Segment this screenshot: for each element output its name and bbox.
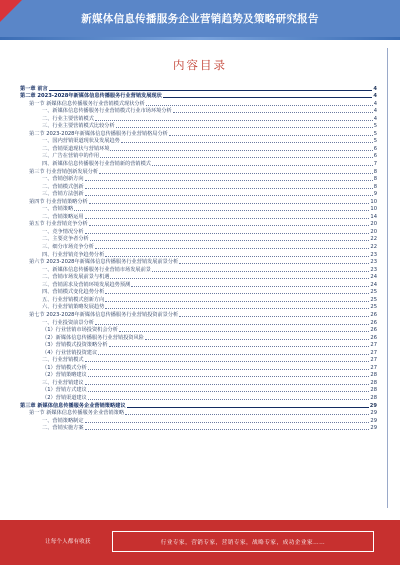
toc-entry[interactable] <box>20 341 377 349</box>
toc-entry[interactable] <box>20 129 377 137</box>
toc-entry-page: 5 <box>373 138 377 145</box>
toc-entry-label: 三、营销方法创新 <box>42 191 84 198</box>
toc-leader-dots <box>127 407 369 408</box>
toc-leader-dots <box>98 354 369 355</box>
toc-entry-page: 28 <box>370 379 377 386</box>
toc-entry-page: 29 <box>370 425 377 432</box>
toc-entry[interactable] <box>20 144 377 152</box>
toc-entry-page: 27 <box>370 342 377 349</box>
toc-entry-label: 三、行业营销建议 <box>42 379 84 386</box>
toc-leader-dots <box>89 203 370 204</box>
report-title: 新媒体信息传播服务企业营销趋势及策略研究报告 <box>81 13 319 25</box>
toc-entry[interactable] <box>20 250 377 258</box>
toc-entry-page: 5 <box>373 123 377 130</box>
toc-leader-dots <box>100 157 373 158</box>
toc-entry-label: 第三节 行业营销创新发展分析 <box>29 168 99 175</box>
toc-entry-label: 一、新媒体信息传播服务行业营销市场发展前景 <box>42 266 151 273</box>
toc-entry[interactable] <box>20 220 377 228</box>
toc-leader-dots <box>88 399 370 400</box>
toc-leader-dots <box>121 142 373 143</box>
toc-entry-label: 一、营销策略 <box>42 206 74 213</box>
toc-entry[interactable] <box>20 333 377 341</box>
toc-entry-page: 4 <box>373 115 377 122</box>
toc-leader-dots <box>85 384 370 385</box>
toc-entry-page: 28 <box>370 372 377 379</box>
toc-entry-label: 第一节 新媒体信息传播服务企业营销策略 <box>29 410 125 417</box>
table-of-contents <box>20 84 377 431</box>
toc-entry[interactable] <box>20 363 377 371</box>
toc-entry-page: 5 <box>373 130 377 137</box>
toc-entry-page: 23 <box>370 259 377 266</box>
toc-entry[interactable] <box>20 378 377 386</box>
toc-entry-page: 28 <box>370 387 377 394</box>
toc-entry-page: 6 <box>373 145 377 152</box>
toc-leader-dots <box>88 391 370 392</box>
toc-entry[interactable] <box>20 416 377 424</box>
toc-leader-dots <box>95 248 370 249</box>
toc-entry-label: 三、广告在营销中的作用 <box>42 153 100 160</box>
toc-entry-label: （4）行业营销投资建议 <box>42 349 98 356</box>
toc-entry-label: 三、营销需求及营销环境发展趋势预测 <box>42 281 131 288</box>
toc-leader-dots <box>49 90 373 91</box>
toc-entry[interactable] <box>20 326 377 334</box>
toc-entry-label: 五、行业营销模式创新方向 <box>42 296 105 303</box>
toc-leader-dots <box>109 346 370 347</box>
toc-entry-page: 25 <box>370 296 377 303</box>
toc-entry-page: 8 <box>373 176 377 183</box>
toc-leader-dots <box>105 256 369 257</box>
toc-leader-dots <box>152 271 369 272</box>
toc-entry-label: 第三章 新媒体信息传播服务企业营销策略建议 <box>20 402 126 409</box>
toc-entry[interactable] <box>20 152 377 160</box>
toc-entry-page: 14 <box>370 213 377 220</box>
toc-entry-label: 四、营销模式变化趋势分析 <box>42 289 105 296</box>
toc-entry-page: 26 <box>370 319 377 326</box>
footer-banner <box>0 520 400 565</box>
toc-entry-page: 26 <box>370 334 377 341</box>
toc-entry-label: 一、行业投资前景分析 <box>42 319 94 326</box>
toc-entry[interactable] <box>20 265 377 273</box>
toc-entry[interactable] <box>20 205 377 213</box>
toc-entry-label: 二、行业营销模式 <box>42 357 84 364</box>
toc-leader-dots <box>85 429 370 430</box>
toc-entry[interactable] <box>20 258 377 266</box>
toc-entry-label: 一、国内营销渠道现状及发展趋势 <box>42 138 120 145</box>
toc-leader-dots <box>131 286 369 287</box>
footer-tagline: 让每个人都有收获 <box>45 539 91 545</box>
toc-entry-page: 26 <box>370 311 377 318</box>
toc-entry[interactable] <box>20 99 377 107</box>
toc-entry-label: 二、行业主要营销模式 <box>42 115 94 122</box>
toc-entry-page: 4 <box>373 100 377 107</box>
footer-slogan: 行业专家，营销专家，营销专家，战略专家，成功企业家…… <box>160 540 326 546</box>
toc-leader-dots <box>146 105 373 106</box>
toc-entry[interactable] <box>20 182 377 190</box>
toc-entry[interactable] <box>20 371 377 379</box>
toc-entry[interactable] <box>20 137 377 145</box>
toc-entry-page: 27 <box>370 357 377 364</box>
toc-entry-label: 一、竞争情况分析 <box>42 228 84 235</box>
toc-entry[interactable] <box>20 295 377 303</box>
toc-entry[interactable] <box>20 273 377 281</box>
toc-entry-page: 29 <box>370 417 377 424</box>
toc-entry-page: 29 <box>369 402 377 409</box>
toc-leader-dots <box>105 293 369 294</box>
toc-leader-dots <box>88 369 370 370</box>
toc-entry-page: 10 <box>370 198 377 205</box>
toc-entry[interactable] <box>20 84 377 92</box>
toc-entry-page: 4 <box>373 93 377 100</box>
toc-entry-label: （1）营销模式分析 <box>42 364 87 371</box>
toc-entry[interactable] <box>20 235 377 243</box>
toc-entry-label: 一、营销创新方向 <box>42 176 84 183</box>
toc-entry-page: 4 <box>373 85 377 92</box>
toc-entry-page: 27 <box>370 349 377 356</box>
toc-entry-label: 三、行业主要营销模式比较分析 <box>42 123 115 130</box>
toc-entry[interactable] <box>20 242 377 250</box>
toc-leader-dots <box>105 301 369 302</box>
toc-entry-label: 第二节 2023-2028年新媒体信息传播服务行业营销格局分析 <box>29 130 168 137</box>
toc-entry[interactable] <box>20 175 377 183</box>
toc-leader-dots <box>110 150 372 151</box>
toc-entry-label: 第五节 行业营销竞争分析 <box>29 221 88 228</box>
toc-leader-dots <box>179 316 369 317</box>
toc-entry[interactable] <box>20 197 377 205</box>
toc-entry-label: 二、营销实施方案 <box>42 425 84 432</box>
toc-leader-dots <box>85 188 373 189</box>
toc-entry-page: 29 <box>370 410 377 417</box>
toc-leader-dots <box>163 97 373 98</box>
toc-entry-label: （2）新媒体信息传播服务行业营销投资风险 <box>42 334 144 341</box>
toc-leader-dots <box>85 218 370 219</box>
toc-leader-dots <box>85 233 370 234</box>
toc-entry-label: 四、新媒体信息传播服务行业营销新的营销模式 <box>42 161 151 168</box>
toc-entry-label: 二、营销模式创新 <box>42 183 84 190</box>
toc-entry-page: 8 <box>373 183 377 190</box>
header-banner <box>0 0 400 37</box>
toc-entry-label: 第一节 新媒体信息传播服务行业营销模式现状分析 <box>29 100 145 107</box>
toc-entry[interactable] <box>20 107 377 115</box>
toc-entry-page: 10 <box>370 206 377 213</box>
toc-entry-page: 24 <box>370 274 377 281</box>
toc-entry[interactable] <box>20 318 377 326</box>
toc-entry[interactable] <box>20 122 377 130</box>
toc-leader-dots <box>85 422 370 423</box>
toc-entry-label: 二、营销渠道现状与营销环境 <box>42 145 110 152</box>
toc-entry[interactable] <box>20 167 377 175</box>
toc-leader-dots <box>173 112 373 113</box>
corner-ribbon <box>0 0 22 22</box>
toc-entry-label: 二、营销策略运用 <box>42 213 84 220</box>
toc-leader-dots <box>85 195 373 196</box>
toc-entry-page: 8 <box>373 168 377 175</box>
toc-leader-dots <box>90 240 370 241</box>
toc-entry-label: （2）营销策略建议 <box>42 372 87 379</box>
toc-entry-page: 24 <box>370 281 377 288</box>
toc-entry-page: 22 <box>370 244 377 251</box>
toc-leader-dots <box>85 180 373 181</box>
toc-entry[interactable] <box>20 280 377 288</box>
toc-entry-label: 四、行业营销竞争趋势分析 <box>42 251 105 258</box>
toc-entry-label: 一、营销策略制定 <box>42 417 84 424</box>
toc-entry[interactable] <box>20 348 377 356</box>
toc-entry-page: 23 <box>370 251 377 258</box>
toc-entry-label: 二、营销市场发展前景与机遇 <box>42 274 110 281</box>
toc-leader-dots <box>95 324 370 325</box>
toc-entry-label: 第一章 前言 <box>20 85 48 92</box>
toc-entry[interactable] <box>20 159 377 167</box>
toc-entry[interactable] <box>20 288 377 296</box>
toc-leader-dots <box>169 135 373 136</box>
toc-leader-dots <box>145 339 370 340</box>
toc-leader-dots <box>116 127 373 128</box>
toc-entry-label: 第七节 2023-2028年新媒体信息传播服务行业营销投资前景分析 <box>29 311 179 318</box>
toc-entry-page: 26 <box>370 327 377 334</box>
toc-entry-label: （1）营销方式建议 <box>42 387 87 394</box>
toc-entry[interactable] <box>20 310 377 318</box>
toc-entry-label: 第四节 行业营销策略分析 <box>29 198 88 205</box>
toc-leader-dots <box>74 210 369 211</box>
toc-entry-label: （2）营销渠道建议 <box>42 394 87 401</box>
toc-entry[interactable] <box>20 386 377 394</box>
toc-entry[interactable] <box>20 190 377 198</box>
toc-entry-page: 27 <box>370 364 377 371</box>
toc-entry[interactable] <box>20 114 377 122</box>
toc-leader-dots <box>179 263 369 264</box>
toc-entry[interactable] <box>20 393 377 401</box>
toc-leader-dots <box>110 278 369 279</box>
header-stripe <box>0 37 400 40</box>
toc-entry[interactable] <box>20 303 377 311</box>
toc-entry-label: 第六节 2023-2028年新媒体信息传播服务行业营销发展前景分析 <box>29 259 179 266</box>
page-side-rule <box>387 48 388 508</box>
toc-entry[interactable] <box>20 212 377 220</box>
toc-entry-page: 22 <box>370 236 377 243</box>
footer-slogan-box <box>112 531 374 552</box>
toc-entry-label: 第二章 2023-2028年新媒体信息传播服务行业营销发展现状 <box>20 93 162 100</box>
toc-entry-label: 三、细分市场竞争分析 <box>42 244 94 251</box>
toc-entry[interactable] <box>20 409 377 417</box>
toc-leader-dots <box>95 120 373 121</box>
toc-entry[interactable] <box>20 401 377 409</box>
toc-leader-dots <box>99 173 373 174</box>
toc-entry[interactable] <box>20 92 377 100</box>
toc-entry-page: 9 <box>373 191 377 198</box>
toc-entry-page: 25 <box>370 289 377 296</box>
toc-entry-label: 六、行业营销策略发展趋势 <box>42 304 105 311</box>
toc-entry-label: 二、主要竞争者分析 <box>42 236 89 243</box>
toc-entry-page: 20 <box>370 228 377 235</box>
toc-heading: 内容目录 <box>173 58 227 72</box>
toc-leader-dots <box>88 376 370 377</box>
toc-entry-label: （1）行业营销市场投资机会分析 <box>42 327 118 334</box>
toc-entry-page: 25 <box>370 304 377 311</box>
toc-entry-page: 4 <box>373 108 377 115</box>
toc-leader-dots <box>119 331 369 332</box>
toc-entry[interactable] <box>20 356 377 364</box>
toc-leader-dots <box>152 165 373 166</box>
toc-entry-page: 7 <box>373 161 377 168</box>
toc-leader-dots <box>89 225 370 226</box>
toc-entry-page: 6 <box>373 153 377 160</box>
toc-entry[interactable] <box>20 227 377 235</box>
toc-entry-label: 一、新媒体信息传播服务行业营销模式行业市场环境分析 <box>42 108 172 115</box>
toc-leader-dots <box>85 361 370 362</box>
toc-entry-page: 20 <box>370 221 377 228</box>
toc-leader-dots <box>125 414 369 415</box>
toc-entry-page: 23 <box>370 266 377 273</box>
toc-entry-page: 28 <box>370 394 377 401</box>
toc-entry[interactable] <box>20 424 377 432</box>
toc-leader-dots <box>105 308 369 309</box>
toc-entry-label: （3）营销模式投资策略分析 <box>42 342 108 349</box>
